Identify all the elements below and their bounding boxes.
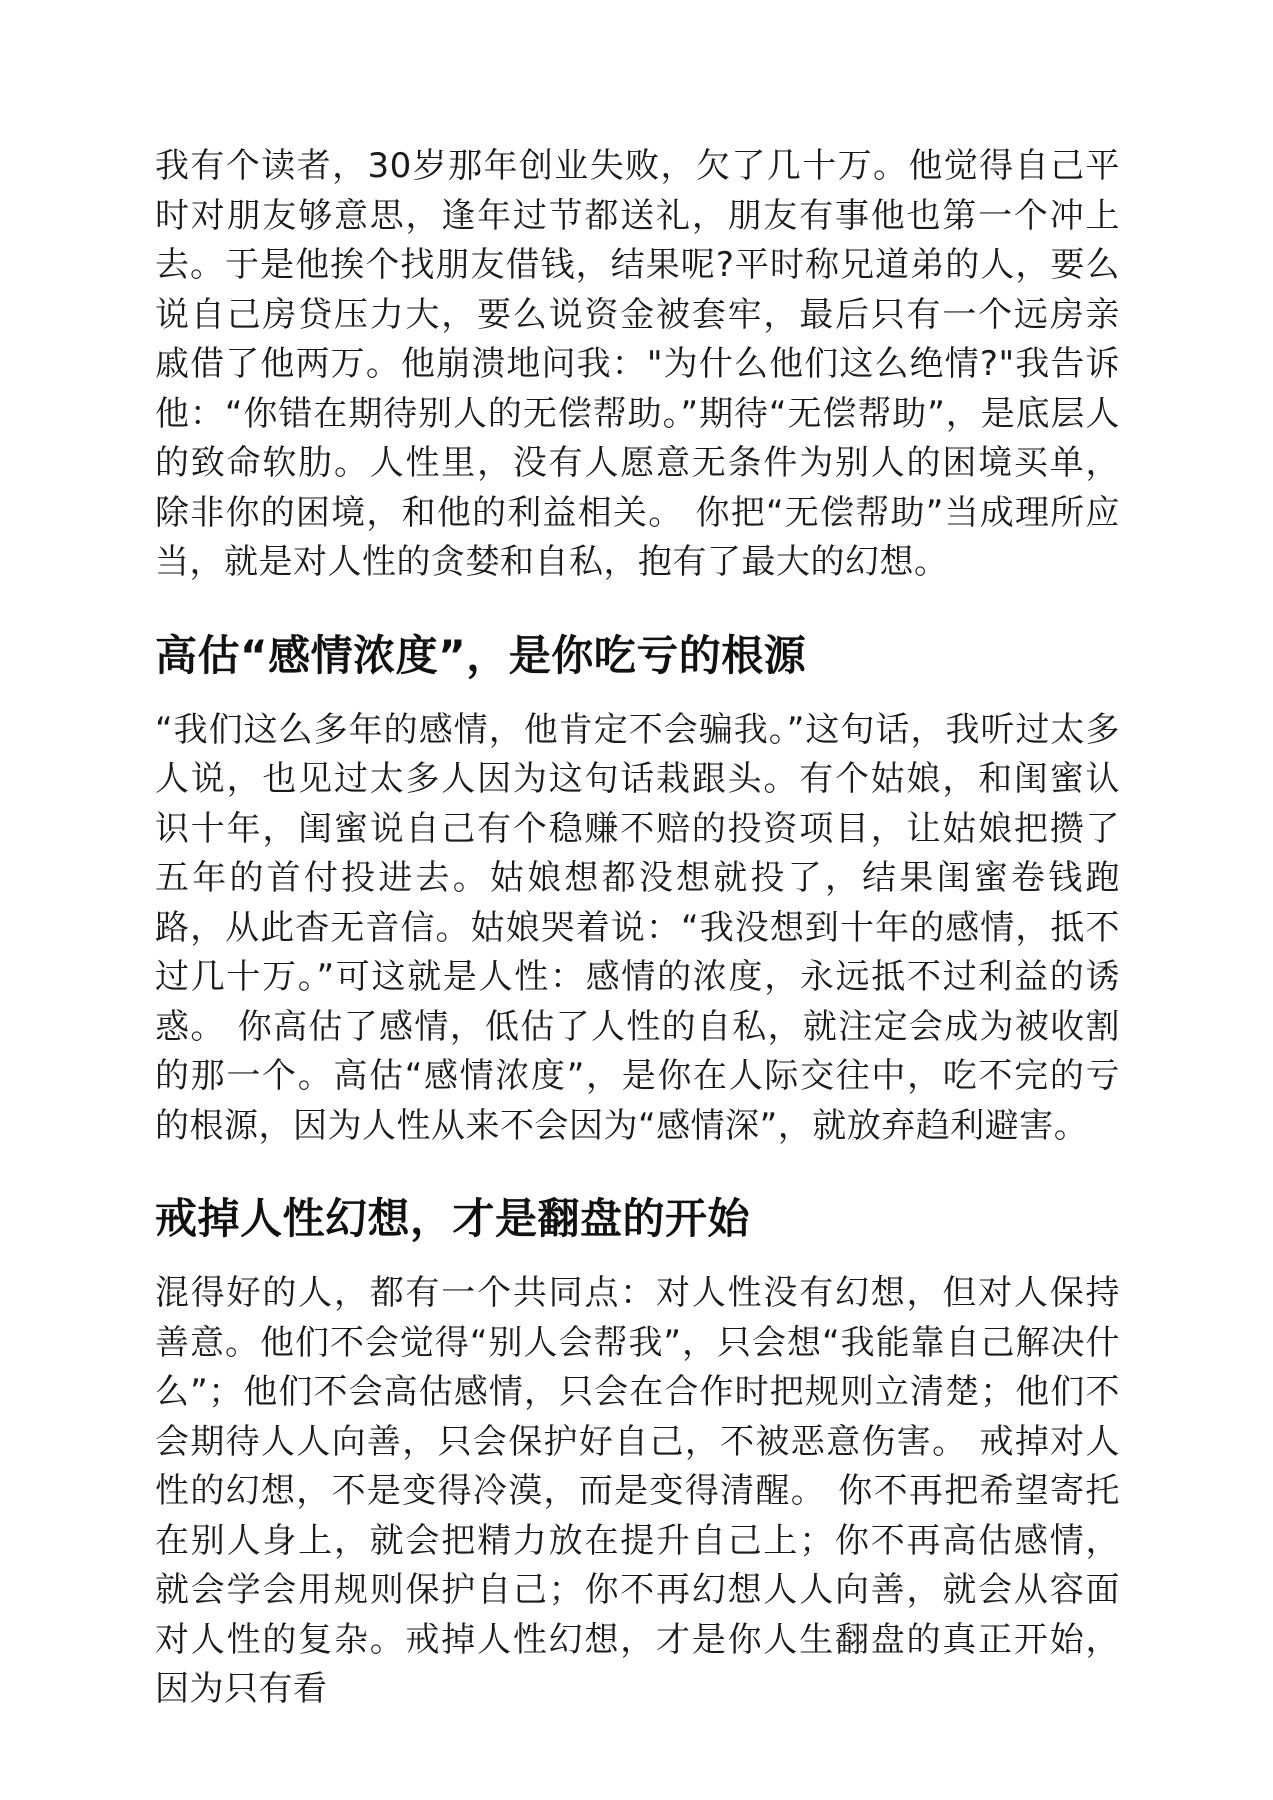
section-heading-quit-illusion: 戒掉人性幻想，才是翻盘的开始 xyxy=(155,1194,751,1243)
paragraph-friend-story: “我们这么多年的感情，他肯定不会骗我。”这句话，我听过太多人说，也见过太多人因为这句话栽跟头。有个姑娘，和闺蜜认识十年，闺蜜说自己有个稳赚不赔的投资项目，让姑娘把攒了五年的首付投进去。姑娘想都没想就投了，结果闺蜜卷钱跑路，从此杳无音信。姑娘哭着说：“我没想到十年的感情，抵不过几十万。”可这就是人性：感情的浓度，永远抵不过利益的诱惑。 你高估了感情，低估了人性的自私，就注定会成为被收割的那一个。高估“感情浓度”，是你在人际交往中，吃不完的亏的根源，因为人性从来不会因为“感情深”，就放弃趋利避害。 xyxy=(155,709,1120,1146)
paragraph-conclusion: 混得好的人，都有一个共同点：对人性没有幻想，但对人保持善意。他们不会觉得“别人会帮我”，只会想“我能靠自己解决什么”；他们不会高估感情，只会在合作时把规则立清楚；他们不会期待人人向善，只会保护好自己，不被恶意伤害。 戒掉对人性的幻想，不是变得冷漠，而是变得清醒。 你不再把希望寄托在别人身上，就会把精力放在提升自己上；你不再高估感情，就会学会用规则保护自己；你不再幻想人人向善，就会从容面对人性的复杂。戒掉人性幻想，才是你人生翻盘的真正开始，因为只有看 xyxy=(155,1273,1120,1709)
article-body xyxy=(155,142,1120,1715)
paragraph-reader-story: 我有个读者，30岁那年创业失败，欠了几十万。他觉得自己平时对朋友够意思，逢年过节都送礼，朋友有事他也第一个冲上去。于是他挨个找朋友借钱，结果呢?平时称兄道弟的人，要么说自己房贷压力大，要么说资金被套牢，最后只有一个远房亲戚借了他两万。他崩溃地问我："为什么他们这么绝情?"我告诉他：“你错在期待别人的无偿帮助。”期待“无偿帮助”，是底层人的致命软肋。人性里，没有人愿意无条件为别人的困境买单，除非你的困境，和他的利益相关。 你把“无偿帮助”当成理所应当，就是对人性的贪婪和自私，抱有了最大的幻想。 xyxy=(155,146,1120,582)
section-heading-emotion: 高估“感情浓度”，是你吃亏的根源 xyxy=(155,630,807,680)
